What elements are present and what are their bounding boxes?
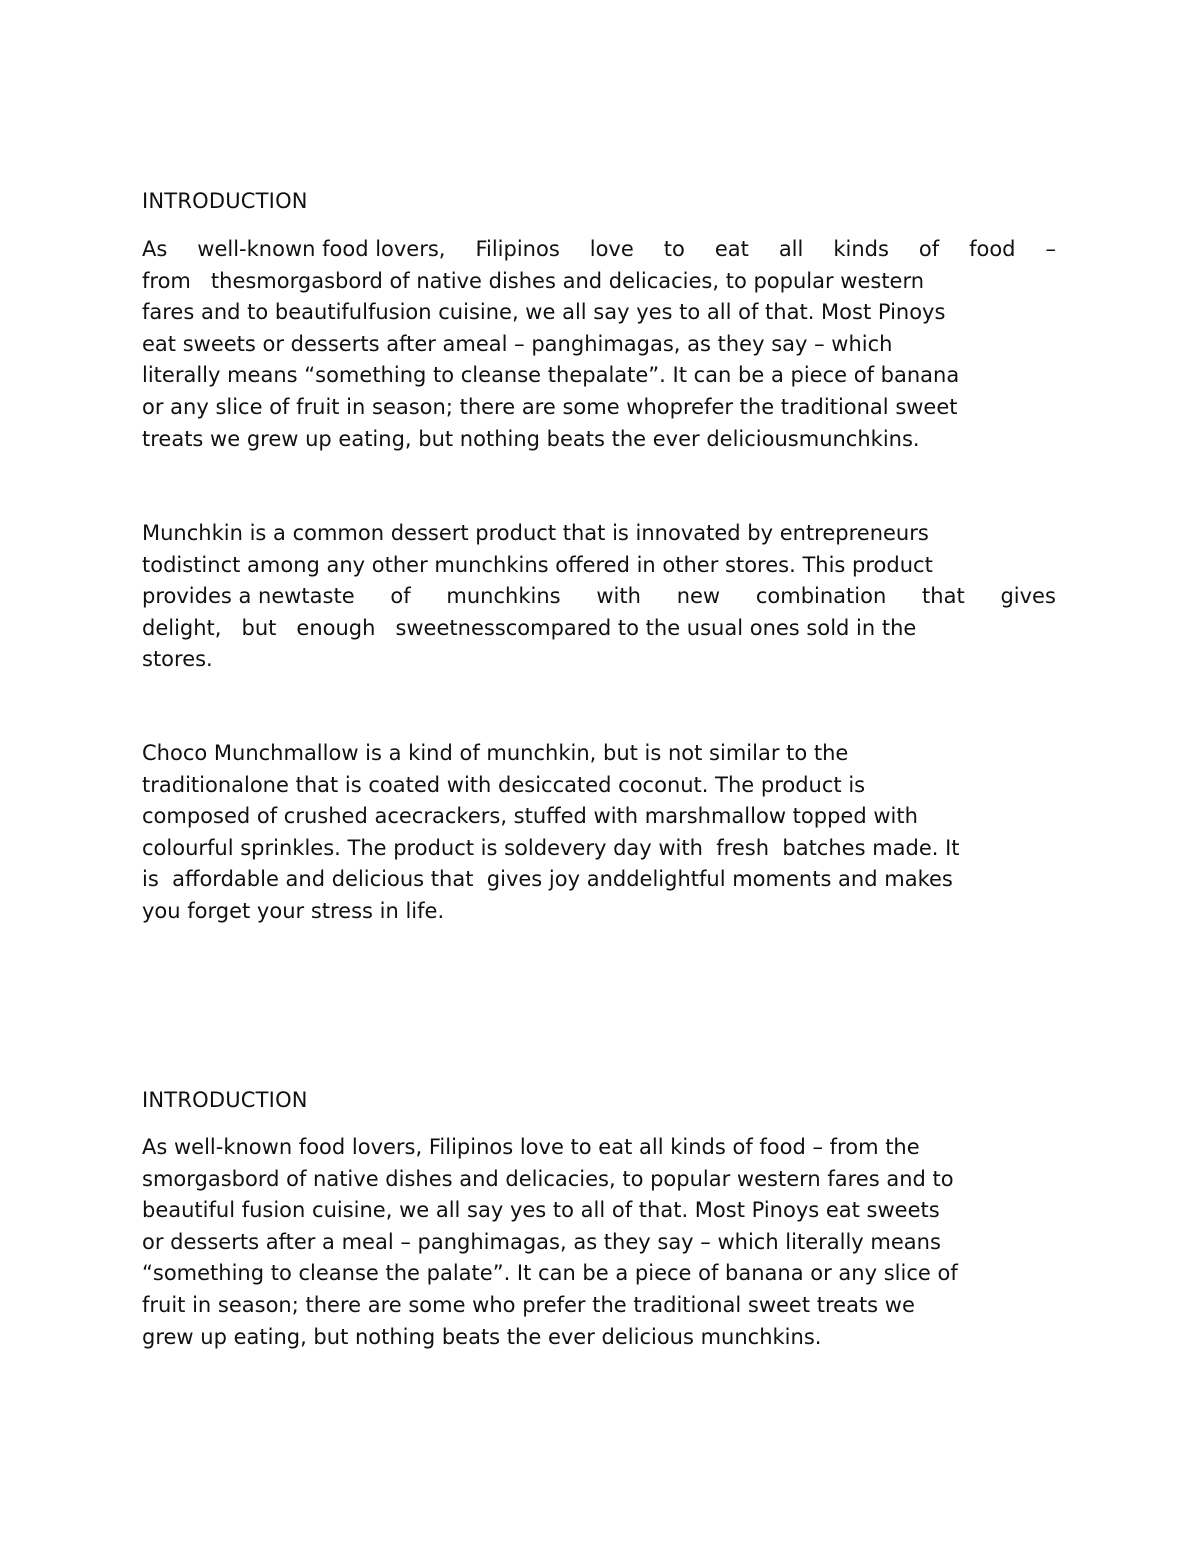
choco-munchmallow-paragraph — [142, 738, 1062, 928]
word: love — [589, 237, 634, 261]
paragraph-line: Munchkin is a common dessert product that is innovated by entrepreneurs — [142, 521, 929, 545]
word: food — [969, 237, 1016, 261]
paragraph-line: “something to cleanse the palate”. It can be a piece of banana or any slice of — [142, 1261, 958, 1286]
paragraph-line: or any slice of fruit in season; there are some whoprefer the traditional sweet — [142, 394, 958, 419]
paragraph-line: from thesmorgasbord of native dishes and delicacies, to popular western — [142, 268, 925, 293]
intro-paragraph-repeat — [142, 1132, 1062, 1353]
word: provides a newtaste — [142, 584, 355, 609]
paragraph-line — [142, 234, 1056, 266]
word: well-known food lovers, — [197, 237, 446, 261]
word: of — [918, 237, 940, 261]
paragraph-line: or desserts after a meal – panghimagas, as they say – which literally means — [142, 1229, 941, 1254]
word: eat — [714, 237, 749, 261]
section-1-heading: INTRODUCTION — [142, 189, 308, 213]
paragraph-line — [142, 581, 1056, 613]
word: kinds — [833, 237, 889, 261]
word: that — [922, 584, 965, 609]
word: all — [778, 237, 804, 261]
word: – — [1045, 237, 1056, 261]
munchkin-paragraph — [142, 518, 1062, 676]
word: As — [142, 237, 168, 261]
word: of — [390, 584, 411, 609]
word: gives — [1000, 584, 1056, 609]
paragraph-line: smorgasbord of native dishes and delicacies, to popular western fares and to — [142, 1166, 954, 1191]
intro-paragraph-1 — [142, 234, 1062, 455]
paragraph-line: stores. — [142, 647, 213, 672]
paragraph-line: is affordable and delicious that gives joy anddelightful moments and makes — [142, 867, 953, 892]
paragraph-line: colourful sprinkles. The product is soldevery day with fresh batches made. It — [142, 835, 960, 860]
word: munchkins — [446, 584, 561, 609]
paragraph-line: grew up eating, but nothing beats the ever delicious munchkins. — [142, 1324, 822, 1349]
word: Filipinos — [475, 237, 560, 261]
word: new — [676, 584, 721, 609]
paragraph-line: fruit in season; there are some who prefer the traditional sweet treats we — [142, 1292, 915, 1317]
paragraph-line: beautiful fusion cuisine, we all say yes to all of that. Most Pinoys eat sweets — [142, 1198, 940, 1223]
paragraph-line: traditionalone that is coated with desiccated coconut. The product is — [142, 772, 866, 797]
paragraph-line: Choco Munchmallow is a kind of munchkin, but is not similar to the — [142, 741, 849, 765]
word: with — [596, 584, 641, 609]
paragraph-line: todistinct among any other munchkins offered in other stores. This product — [142, 552, 933, 577]
paragraph-line: you forget your stress in life. — [142, 898, 445, 923]
paragraph-line: composed of crushed acecrackers, stuffed with marshmallow topped with — [142, 804, 918, 829]
paragraph-line: eat sweets or desserts after ameal – panghimagas, as they say – which — [142, 331, 893, 356]
paragraph-line: treats we grew up eating, but nothing beats the ever deliciousmunchkins. — [142, 426, 920, 451]
paragraph-line: delight, but enough sweetnesscompared to the usual ones sold in the — [142, 615, 917, 640]
paragraph-line: fares and to beautifulfusion cuisine, we all say yes to all of that. Most Pinoys — [142, 300, 946, 325]
word: combination — [755, 584, 887, 609]
paragraph-line: As well-known food lovers, Filipinos love to eat all kinds of food – from the — [142, 1135, 920, 1159]
section-2-heading: INTRODUCTION — [142, 1088, 308, 1112]
word: to — [663, 237, 685, 261]
paragraph-line: literally means “something to cleanse thepalate”. It can be a piece of banana — [142, 363, 960, 388]
